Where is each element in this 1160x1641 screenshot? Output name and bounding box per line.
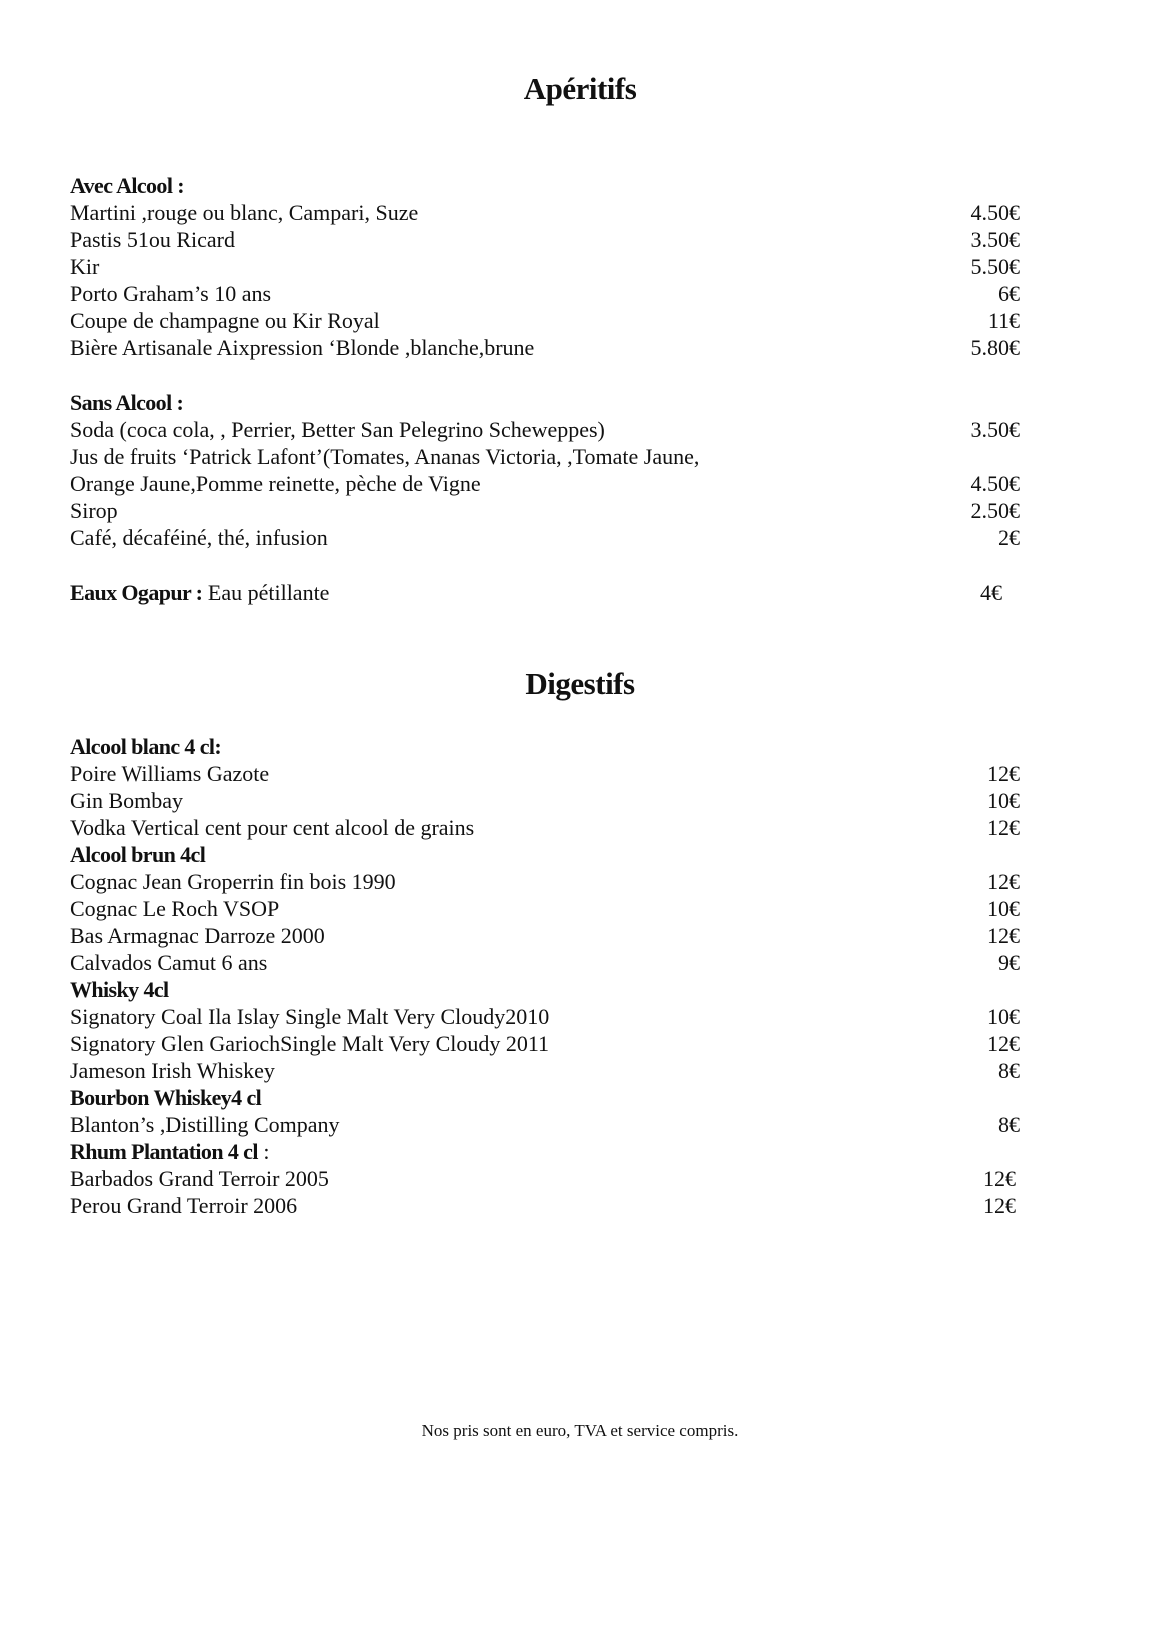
item-label: Sirop [70,498,118,523]
item-label: Pastis 51ou Ricard [70,227,235,252]
rhum-heading-suffix: : [257,1139,270,1164]
rhum-heading-text: Rhum Plantation 4 cl [70,1139,258,1164]
item-label: Soda (coca cola, , Perrier, Better San Pelegrino Scheweppes) [70,417,605,442]
item-label: Vodka Vertical cent pour cent alcool de grains [70,815,475,840]
item-price: 6€ [998,281,1020,306]
item-label: Cognac Le Roch VSOP [70,896,280,921]
menu-item [70,1165,1020,1192]
menu-item [70,199,1020,226]
item-label: Porto Graham’s 10 ans [70,281,272,306]
menu-item [70,1030,1020,1057]
menu-item [70,1003,1020,1030]
menu-item [70,922,1020,949]
item-price: 4.50€ [970,200,1020,225]
item-price: 4.50€ [970,471,1020,496]
menu-item [70,949,1020,976]
item-price: 11€ [987,308,1020,333]
item-label: Blanton’s ,Distilling Company [70,1112,340,1137]
item-label: Jus de fruits ‘Patrick Lafont’(Tomates, Ananas Victoria, ,Tomate Jaune, [70,444,700,469]
menu-item [70,868,1020,895]
item-label: Calvados Camut 6 ans [70,950,268,975]
menu-item [70,470,1020,497]
aperitifs-title: Apéritifs [523,71,637,106]
item-label: Martini ,rouge ou blanc, Campari, Suze [70,200,419,225]
eaux-row [70,579,1020,606]
item-label: Signatory Glen GariochSingle Malt Very Cloudy 2011 [70,1031,550,1056]
item-price: 10€ [987,896,1020,921]
item-price: 5.80€ [970,335,1020,360]
menu-item [70,497,1020,524]
item-price: 10€ [987,788,1020,813]
section-heading: Alcool brun 4cl [70,842,206,867]
item-price: 9€ [998,950,1020,975]
menu-item [70,787,1020,814]
digestifs-title: Digestifs [525,666,635,701]
item-price: 10€ [987,1004,1020,1029]
item-label: Poire Williams Gazote [70,761,270,786]
rhum-heading [70,1138,1020,1165]
item-label: Signatory Coal Ila Islay Single Malt Very Cloudy2010 [70,1004,550,1029]
item-label: Gin Bombay [70,788,184,813]
eaux-detail: Eau pétillante [202,580,330,605]
menu-item [70,443,1020,470]
item-price: 12€ [983,1193,1016,1218]
item-price: 2€ [998,525,1020,550]
item-label: Perou Grand Terroir 2006 [70,1193,298,1218]
item-price: 12€ [983,1166,1016,1191]
whisky-heading [70,976,1020,1003]
item-label: Kir [70,254,100,279]
alcool-brun-heading [70,841,1020,868]
item-price: 4€ [980,580,1002,605]
item-price: 5.50€ [970,254,1020,279]
menu-item [70,416,1020,443]
sans-alcool-heading [70,389,1020,416]
item-label: Orange Jaune,Pomme reinette, pèche de Vigne [70,471,481,496]
menu-item [70,226,1020,253]
item-price: 3.50€ [970,227,1020,252]
item-price: 8€ [998,1112,1020,1137]
item-price: 12€ [987,761,1020,786]
menu-item [70,1111,1020,1138]
section-heading: Avec Alcool : [70,173,184,198]
item-price: 12€ [987,815,1020,840]
item-label: Cognac Jean Groperrin fin bois 1990 [70,869,396,894]
item-label: Jameson Irish Whiskey [70,1058,275,1083]
section-heading: Alcool blanc 4 cl: [70,734,222,759]
menu-item [70,307,1020,334]
item-label: Bas Armagnac Darroze 2000 [70,923,325,948]
item-price: 2.50€ [970,498,1020,523]
item-price: 12€ [987,1031,1020,1056]
section-heading: Whisky 4cl [70,977,169,1002]
menu-item [70,280,1020,307]
section-heading [70,579,329,606]
item-label: Barbados Grand Terroir 2005 [70,1166,329,1191]
menu-item [70,760,1020,787]
bourbon-heading [70,1084,1020,1111]
menu-item [70,524,1020,551]
item-price: 12€ [987,923,1020,948]
menu-item [70,334,1020,361]
item-price: 8€ [998,1058,1020,1083]
section-heading: Bourbon Whiskey4 cl [70,1085,262,1110]
item-label: Coupe de champagne ou Kir Royal [70,308,380,333]
item-label: Café, décaféiné, thé, infusion [70,525,328,550]
item-price: 12€ [987,869,1020,894]
avec-alcool-heading [70,172,1020,199]
item-label: Bière Artisanale Aixpression ‘Blonde ,blanche,brune [70,335,535,360]
menu-item [70,895,1020,922]
item-price: 3.50€ [970,417,1020,442]
menu-item [70,253,1020,280]
section-heading: Sans Alcool : [70,390,184,415]
menu-item [70,1192,1020,1219]
section-heading [70,1138,269,1165]
menu-item [70,1057,1020,1084]
menu-item [70,814,1020,841]
price-footnote: Nos pris sont en euro, TVA et service compris. [421,1421,739,1440]
alcool-blanc-heading [70,733,1020,760]
eaux-heading: Eaux Ogapur : [70,580,203,605]
